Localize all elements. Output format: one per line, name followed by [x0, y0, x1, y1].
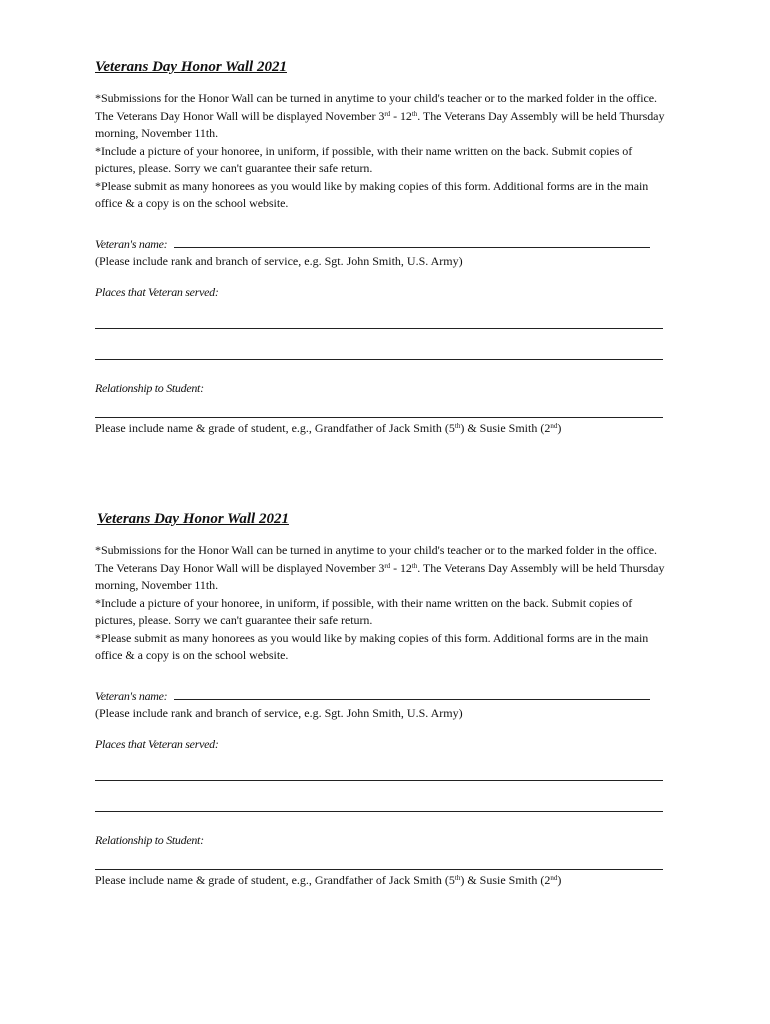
veteran-name-hint: (Please include rank and branch of service, e.g. Sgt. John Smith, U.S. Army)	[95, 253, 463, 268]
copies-instructions: *Please submit as many honorees as you would like by making copies of this form. Additional forms are in the main office & a copy is on the school website.	[95, 630, 649, 662]
relationship-label: Relationship to Student:	[95, 380, 204, 395]
relationship-label: Relationship to Student:	[95, 832, 204, 847]
places-served-label: Places that Veteran served:	[95, 736, 219, 751]
copies-instructions: *Please submit as many honorees as you would like by making copies of this form. Additional forms are in the main office & a copy is on the school website.	[95, 178, 649, 210]
picture-instructions: *Include a picture of your honoree, in uniform, if possible, with their name written on the back. Submit copies of pictures, please. Sorry we can't guarantee their safe return.	[95, 143, 633, 175]
veteran-name-hint: (Please include rank and branch of service, e.g. Sgt. John Smith, U.S. Army)	[95, 705, 463, 720]
veteran-name-row	[95, 687, 670, 705]
honor-wall-form-2	[95, 510, 670, 889]
veteran-name-row	[95, 235, 670, 253]
picture-instructions: *Include a picture of your honoree, in uniform, if possible, with their name written on the back. Submit copies of pictures, please. Sorry we can't guarantee their safe return.	[95, 595, 633, 627]
relationship-line[interactable]	[95, 417, 663, 418]
veteran-name-field[interactable]	[174, 687, 650, 700]
submission-instructions: *Submissions for the Honor Wall can be turned in anytime to your child's teacher or to the marked folder in the office. The Veterans Day Honor Wall will be displayed November 3rd - 12th. The Veterans Day Assembly will be held Thursday morning, November 11th.	[95, 543, 665, 592]
form-title: Veterans Day Honor Wall 2021	[95, 59, 287, 75]
places-served-label: Places that Veteran served:	[95, 284, 219, 299]
student-hint: Please include name & grade of student, e.g., Grandfather of Jack Smith (5th) & Susie Smith (2nd)	[95, 872, 562, 887]
relationship-line[interactable]	[95, 869, 663, 870]
form-title: Veterans Day Honor Wall 2021	[97, 511, 289, 527]
veteran-name-label: Veteran's name:	[95, 236, 168, 251]
veteran-name-field[interactable]	[174, 235, 650, 248]
veteran-name-label: Veteran's name:	[95, 688, 168, 703]
submission-instructions: *Submissions for the Honor Wall can be turned in anytime to your child's teacher or to the marked folder in the office. The Veterans Day Honor Wall will be displayed November 3rd - 12th. The Veterans Day Assembly will be held Thursday morning, November 11th.	[95, 91, 665, 140]
student-hint: Please include name & grade of student, e.g., Grandfather of Jack Smith (5th) & Susie Smith (2nd)	[95, 420, 562, 435]
honor-wall-form-1	[95, 58, 670, 437]
